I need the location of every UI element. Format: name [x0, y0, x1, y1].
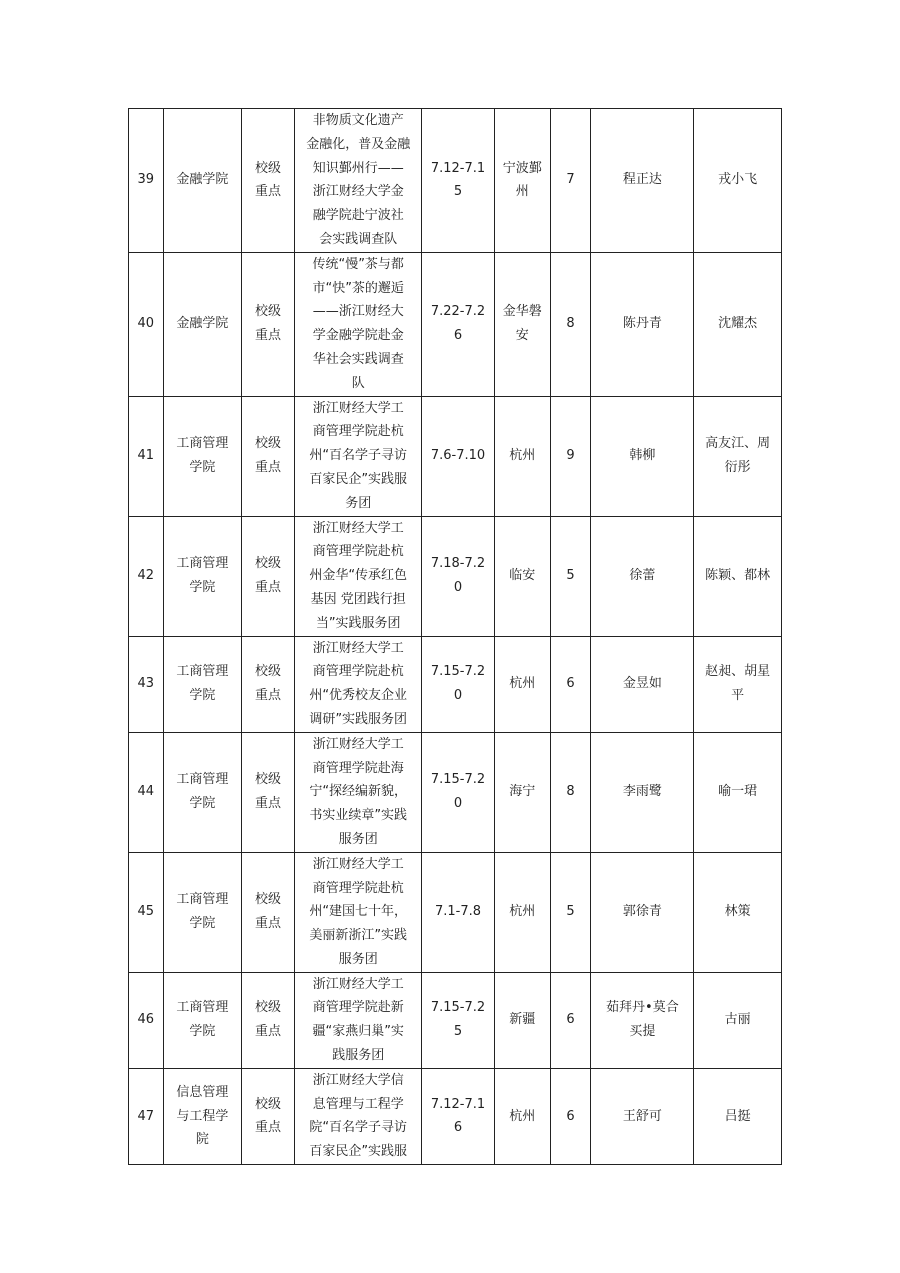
- cell-project-line: 当”实践服务团: [315, 615, 401, 631]
- cell-level-line: 重点: [255, 184, 282, 200]
- cell-count: 5: [550, 516, 591, 636]
- cell-project-line: 浙江财经大学金: [312, 184, 404, 200]
- cell-level: [242, 972, 295, 1068]
- cell-level: [242, 109, 295, 253]
- cell-project-line: 会实践调查队: [319, 231, 398, 247]
- cell-college-line: 与工程学: [176, 1108, 229, 1124]
- cell-leader: [591, 252, 694, 396]
- cell-level-line: 校级: [255, 664, 282, 680]
- cell-place-line: 州: [515, 184, 529, 200]
- cell-level-line: 重点: [255, 1024, 282, 1040]
- cell-leader: [591, 732, 694, 852]
- cell-project-line: 商管理学院赴杭: [312, 880, 404, 896]
- cell-project: [295, 732, 422, 852]
- cell-teacher: [694, 636, 782, 732]
- cell-college-line: 工商管理: [176, 436, 229, 452]
- cell-date: [422, 396, 494, 516]
- cell-count: 6: [550, 972, 591, 1068]
- cell-count: 6: [550, 636, 591, 732]
- cell-project-line: 浙江财经大学工: [312, 640, 404, 656]
- cell-project-line: ——浙江财经大: [312, 304, 404, 320]
- cell-project: [295, 1068, 422, 1164]
- table-row: [129, 252, 782, 396]
- cell-project-line: 非物质文化遗产: [312, 113, 404, 128]
- cell-leader-line: 茹拜丹•莫合: [606, 1000, 679, 1016]
- table-body: [129, 109, 782, 1165]
- cell-teacher: [694, 516, 782, 636]
- cell-project-line: 务团: [345, 495, 372, 511]
- cell-teacher: [694, 252, 782, 396]
- cell-college: [163, 109, 241, 253]
- cell-teacher-line: 古丽: [724, 1012, 751, 1028]
- cell-college-line: 工商管理: [176, 892, 229, 908]
- cell-project-line: 商管理学院赴杭: [312, 424, 404, 440]
- cell-number: 40: [129, 252, 164, 396]
- table-row: [129, 972, 782, 1068]
- cell-date-line: 7.12-7.1: [430, 160, 486, 176]
- cell-teacher: [694, 972, 782, 1068]
- cell-leader: [591, 109, 694, 253]
- cell-college-line: 金融学院: [176, 172, 229, 188]
- cell-date: [422, 252, 494, 396]
- cell-project-line: 知识鄞州行——: [312, 160, 404, 176]
- cell-date-line: 7.1-7.8: [435, 904, 482, 920]
- cell-date: [422, 732, 494, 852]
- cell-date-line: 6: [453, 328, 463, 344]
- cell-number: 45: [129, 852, 164, 972]
- table-row: [129, 516, 782, 636]
- cell-place-line: 杭州: [509, 676, 536, 692]
- cell-project-line: 服务团: [338, 831, 378, 847]
- cell-leader-line: 徐蕾: [629, 568, 656, 584]
- cell-number: 42: [129, 516, 164, 636]
- cell-project-line: 浙江财经大学工: [312, 520, 404, 536]
- cell-project: [295, 252, 422, 396]
- cell-project-line: 州金华“传承红色: [309, 568, 408, 584]
- cell-place: [494, 396, 550, 516]
- cell-date: [422, 636, 494, 732]
- cell-project-line: 州“优秀校友企业: [309, 688, 408, 704]
- cell-teacher-line: 吕挺: [724, 1108, 751, 1124]
- cell-level-line: 重点: [255, 916, 282, 932]
- cell-number: 43: [129, 636, 164, 732]
- cell-teacher-line: 衍彤: [724, 460, 751, 476]
- cell-project-line: 金融化，普及金融: [306, 136, 411, 152]
- table-row: [129, 636, 782, 732]
- cell-project-line: 传统“慢”茶与都: [312, 256, 404, 272]
- cell-level: [242, 732, 295, 852]
- cell-level-line: 校级: [255, 1000, 282, 1016]
- cell-project-line: 宁“探经编新貌，: [309, 784, 408, 800]
- cell-count: 7: [550, 109, 591, 253]
- cell-project-line: 州“建国七十年，: [309, 904, 408, 920]
- cell-date-line: 7.15-7.2: [430, 772, 486, 788]
- cell-college-line: 院: [195, 1132, 209, 1148]
- cell-date-line: 6: [453, 1120, 463, 1136]
- cell-level-line: 校级: [255, 772, 282, 788]
- cell-number: 44: [129, 732, 164, 852]
- cell-project-line: 华社会实践调查: [312, 351, 404, 367]
- cell-teacher-line: 平: [731, 688, 745, 704]
- cell-date-line: 7.22-7.2: [430, 304, 486, 320]
- cell-project-line: 疆“家燕归巢”实: [312, 1024, 404, 1040]
- cell-date: [422, 852, 494, 972]
- cell-college-line: 工商管理: [176, 772, 229, 788]
- cell-number: 41: [129, 396, 164, 516]
- cell-level-line: 校级: [255, 436, 282, 452]
- cell-date: [422, 109, 494, 253]
- cell-college-line: 学院: [189, 796, 216, 812]
- cell-place: [494, 252, 550, 396]
- cell-teacher: [694, 396, 782, 516]
- cell-place: [494, 636, 550, 732]
- cell-teacher-line: 戎小飞: [718, 172, 758, 188]
- cell-teacher-line: 高友江、周: [705, 436, 771, 452]
- cell-project: [295, 516, 422, 636]
- cell-place: [494, 852, 550, 972]
- cell-teacher-line: 赵昶、胡星: [705, 664, 771, 680]
- cell-project-line: 商管理学院赴杭: [312, 544, 404, 560]
- cell-date-line: 0: [453, 580, 463, 596]
- cell-college: [163, 1068, 241, 1164]
- table-row: [129, 396, 782, 516]
- cell-project-line: 州“百名学子寻访: [309, 448, 408, 464]
- cell-place-line: 海宁: [509, 784, 536, 800]
- cell-project-line: 学金融学院赴金: [312, 328, 404, 344]
- cell-project-line: 息管理与工程学: [312, 1096, 404, 1112]
- cell-leader: [591, 516, 694, 636]
- cell-date-line: 7.15-7.2: [430, 664, 486, 680]
- cell-date-line: 0: [453, 796, 463, 812]
- cell-date-line: 7.12-7.1: [430, 1096, 486, 1112]
- cell-place-line: 金华磐: [502, 304, 542, 320]
- cell-teacher-line: 林策: [724, 904, 751, 920]
- cell-leader-line: 买提: [629, 1024, 656, 1040]
- cell-teacher: [694, 852, 782, 972]
- cell-project-line: 浙江财经大学信: [312, 1072, 404, 1088]
- cell-project-line: 商管理学院赴海: [312, 760, 404, 776]
- cell-project-line: 商管理学院赴杭: [312, 664, 404, 680]
- cell-teacher: [694, 109, 782, 253]
- table-row: [129, 852, 782, 972]
- cell-leader-line: 金昱如: [622, 676, 662, 692]
- cell-project-line: 服务团: [338, 951, 378, 967]
- cell-level-line: 重点: [255, 328, 282, 344]
- cell-date-line: 5: [453, 184, 463, 200]
- cell-project-line: 践服务团: [332, 1048, 385, 1064]
- cell-college-line: 学院: [189, 688, 216, 704]
- cell-college: [163, 516, 241, 636]
- cell-project: [295, 852, 422, 972]
- cell-level: [242, 852, 295, 972]
- cell-college: [163, 852, 241, 972]
- cell-college-line: 学院: [189, 1024, 216, 1040]
- cell-college: [163, 732, 241, 852]
- cell-leader: [591, 636, 694, 732]
- table-row: [129, 109, 782, 253]
- cell-level: [242, 636, 295, 732]
- cell-date-line: 0: [453, 688, 463, 704]
- project-table: [128, 108, 782, 1165]
- table-row: [129, 1068, 782, 1164]
- cell-leader-line: 陈丹青: [622, 316, 662, 332]
- cell-level-line: 校级: [255, 304, 282, 320]
- cell-level-line: 重点: [255, 688, 282, 704]
- cell-project-line: 浙江财经大学工: [312, 976, 404, 992]
- cell-level-line: 校级: [255, 892, 282, 908]
- cell-leader-line: 郭徐青: [622, 904, 662, 920]
- cell-leader: [591, 1068, 694, 1164]
- cell-date-line: 5: [453, 1024, 463, 1040]
- cell-level-line: 校级: [255, 556, 282, 572]
- cell-level: [242, 252, 295, 396]
- cell-project: [295, 109, 422, 253]
- cell-project-line: 美丽新浙江”实践: [309, 928, 408, 944]
- cell-place: [494, 972, 550, 1068]
- cell-level-line: 重点: [255, 460, 282, 476]
- cell-project-line: 队: [351, 375, 365, 391]
- cell-college-line: 工商管理: [176, 556, 229, 572]
- cell-place: [494, 109, 550, 253]
- cell-date-line: 7.6-7.10: [430, 448, 486, 464]
- cell-level: [242, 1068, 295, 1164]
- cell-date: [422, 972, 494, 1068]
- cell-place-line: 宁波鄞: [502, 160, 542, 176]
- cell-count: 8: [550, 252, 591, 396]
- cell-college-line: 学院: [189, 460, 216, 476]
- cell-project-line: 调研”实践服务团: [309, 711, 408, 727]
- cell-number: 47: [129, 1068, 164, 1164]
- cell-teacher: [694, 732, 782, 852]
- cell-number: 39: [129, 109, 164, 253]
- cell-college: [163, 636, 241, 732]
- table-row: [129, 732, 782, 852]
- cell-project: [295, 396, 422, 516]
- cell-date-line: 7.18-7.2: [430, 556, 486, 572]
- cell-count: 5: [550, 852, 591, 972]
- cell-place: [494, 1068, 550, 1164]
- cell-project-line: 商管理学院赴新: [312, 1000, 404, 1016]
- cell-place-line: 临安: [509, 568, 536, 584]
- cell-leader-line: 程正达: [622, 172, 662, 188]
- cell-project-line: 院“百名学子寻访: [309, 1120, 408, 1136]
- cell-leader: [591, 972, 694, 1068]
- cell-level-line: 重点: [255, 796, 282, 812]
- cell-leader-line: 韩柳: [629, 448, 656, 464]
- cell-level-line: 校级: [255, 1096, 282, 1112]
- cell-project-line: 融学院赴宁波社: [312, 208, 404, 224]
- cell-level-line: 重点: [255, 1120, 282, 1136]
- cell-leader: [591, 852, 694, 972]
- cell-leader-line: 王舒可: [622, 1108, 662, 1124]
- cell-place-line: 杭州: [509, 904, 536, 920]
- cell-college-line: 工商管理: [176, 1000, 229, 1016]
- cell-project: [295, 636, 422, 732]
- cell-project-line: 市“快”茶的邂逅: [312, 280, 404, 296]
- cell-place-line: 安: [515, 328, 529, 344]
- cell-leader-line: 李雨鹭: [622, 784, 662, 800]
- cell-project-line: 浙江财经大学工: [312, 400, 404, 416]
- cell-level: [242, 516, 295, 636]
- cell-number: 46: [129, 972, 164, 1068]
- cell-date: [422, 516, 494, 636]
- cell-teacher-line: 沈耀杰: [718, 316, 758, 332]
- cell-teacher: [694, 1068, 782, 1164]
- cell-teacher-line: 陈颖、都林: [705, 568, 771, 584]
- cell-date-line: 7.15-7.2: [430, 1000, 486, 1016]
- cell-college-line: 学院: [189, 580, 216, 596]
- cell-project-line: 基因 党团践行担: [310, 591, 406, 607]
- cell-count: 9: [550, 396, 591, 516]
- cell-college: [163, 252, 241, 396]
- cell-college-line: 信息管理: [176, 1084, 229, 1100]
- cell-count: 8: [550, 732, 591, 852]
- cell-count: 6: [550, 1068, 591, 1164]
- cell-level-line: 重点: [255, 580, 282, 596]
- cell-date: [422, 1068, 494, 1164]
- cell-leader: [591, 396, 694, 516]
- cell-place: [494, 516, 550, 636]
- cell-project-line: 浙江财经大学工: [312, 736, 404, 752]
- cell-project-line: 浙江财经大学工: [312, 856, 404, 872]
- cell-place-line: 新疆: [509, 1012, 536, 1028]
- cell-place-line: 杭州: [509, 448, 536, 464]
- cell-level-line: 校级: [255, 160, 282, 176]
- cell-project-line: 书实业续章”实践: [309, 808, 408, 824]
- cell-project-line: 百家民企”实践服: [309, 471, 408, 487]
- cell-place-line: 杭州: [509, 1108, 536, 1124]
- cell-college-line: 学院: [189, 916, 216, 932]
- cell-college-line: 工商管理: [176, 664, 229, 680]
- cell-project: [295, 972, 422, 1068]
- cell-college: [163, 396, 241, 516]
- cell-college: [163, 972, 241, 1068]
- cell-project-line: 百家民企”实践服: [309, 1144, 408, 1160]
- cell-place: [494, 732, 550, 852]
- cell-level: [242, 396, 295, 516]
- cell-teacher-line: 喻一珺: [718, 784, 758, 800]
- cell-college-line: 金融学院: [176, 316, 229, 332]
